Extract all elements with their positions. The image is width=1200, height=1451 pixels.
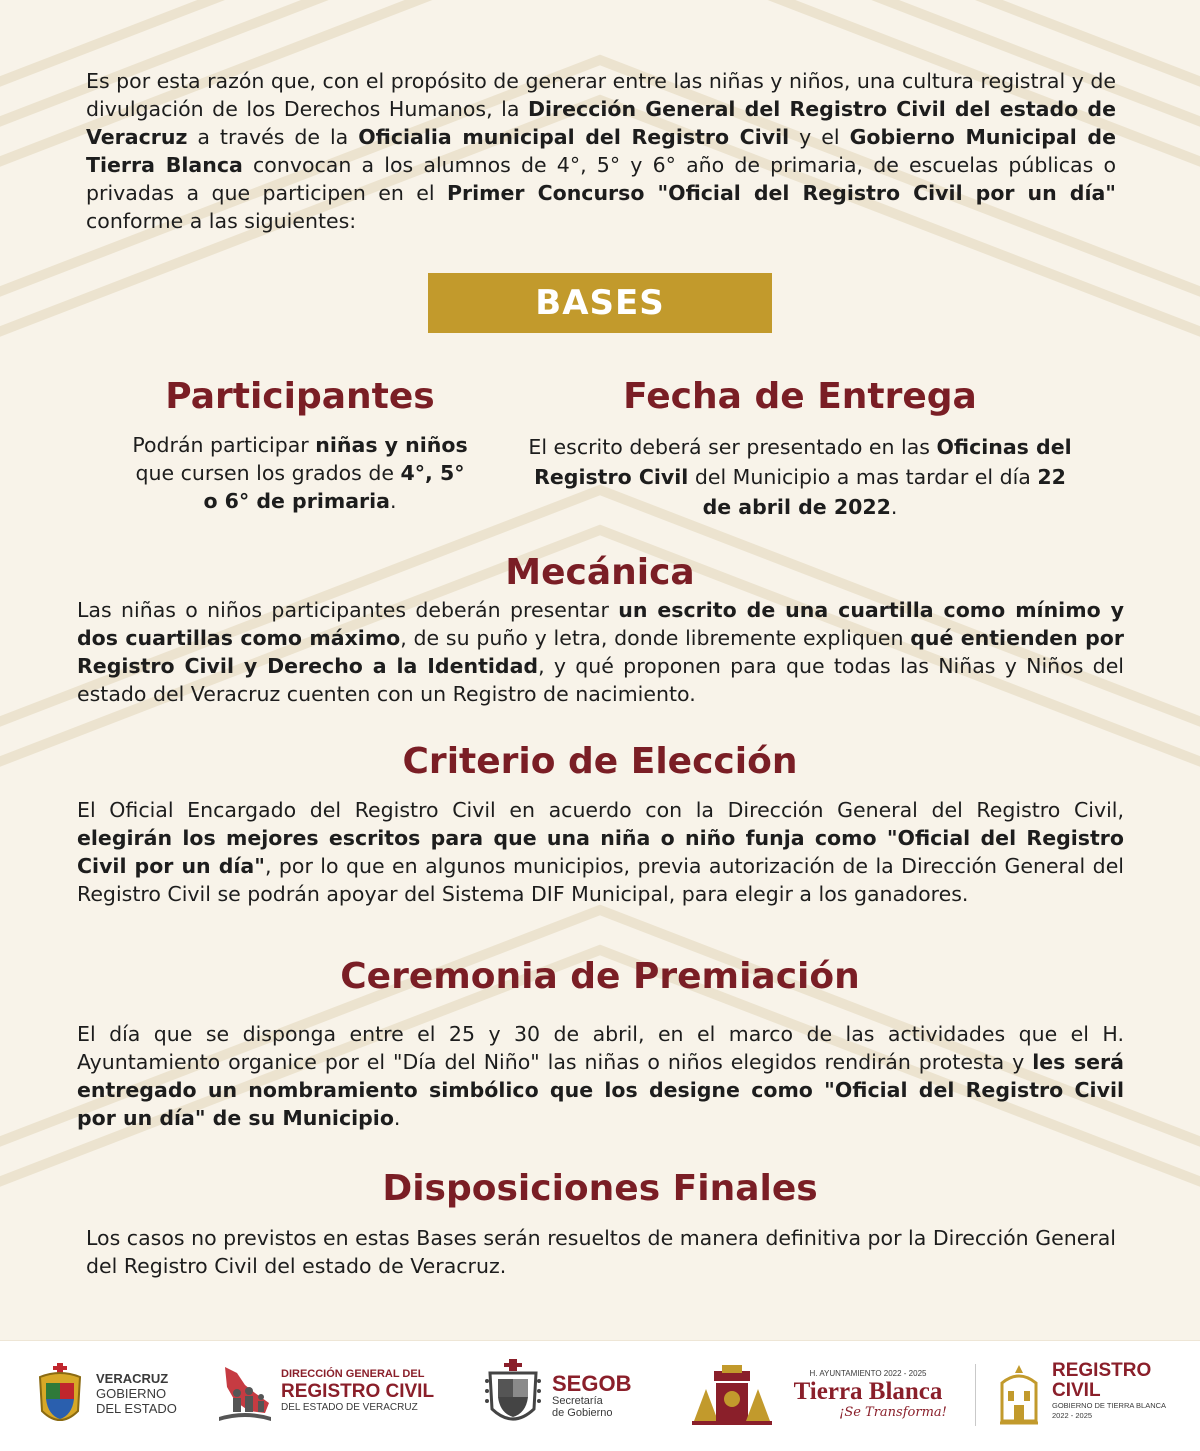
tierra-blanca-line-3: ¡Se Transforma! xyxy=(839,1405,947,1420)
segob-line-1: SEGOB xyxy=(552,1371,632,1396)
mecanica-text-1: Las niñas o niños participantes deberán presentar xyxy=(77,598,619,622)
ceremonia-bold-1: les será entregado un nombramiento simbólico que los designe como "Oficial del Registro Civil por un día" de su Municipio xyxy=(77,1050,1124,1130)
mecanica-text-2: , de su puño y letra, donde libremente expliquen xyxy=(400,626,911,650)
dgrc-text xyxy=(281,1368,434,1414)
tierra-blanca-text xyxy=(778,1369,958,1421)
segob-line-2: Secretaría xyxy=(552,1395,603,1407)
intro-text-1: Es por esta razón que, con el propósito de generar entre las niñas y niños, una cultura registral y de divulgación de los Derechos Humanos, la xyxy=(86,69,1116,121)
intro-bold-3: Gobierno Municipal de Tierra Blanca xyxy=(86,125,1116,177)
intro-paragraph xyxy=(86,67,1116,235)
veracruz-line-2: GOBIERNO xyxy=(96,1386,167,1401)
dgrc-line-3: DEL ESTADO DE VERACRUZ xyxy=(281,1402,418,1413)
fecha-text-1: El escrito deberá ser presentado en las xyxy=(528,435,937,459)
criterio-text-1: El Oficial Encargado del Registro Civil en acuerdo con la Dirección General del Registro Civil, xyxy=(77,798,1124,822)
fecha-text-3: . xyxy=(890,495,898,519)
registro-civil-line-4: 2022 - 2025 xyxy=(1052,1411,1093,1420)
footer-divider xyxy=(975,1364,976,1426)
mecanica-bold-2: qué entienden por Registro Civil y Derecho a la Identidad xyxy=(77,626,1124,678)
segob-line-3: de Gobierno xyxy=(552,1407,613,1419)
fecha-text xyxy=(525,432,1075,522)
disposiciones-text: Los casos no previstos en estas Bases serán resueltos de manera definitiva por la Dirección General del Registro Civil del estado de Veracruz. xyxy=(86,1226,1116,1278)
segob-text xyxy=(552,1373,631,1419)
mecanica-title: Mecánica xyxy=(505,552,695,593)
participantes-bold-1: niñas y niños xyxy=(315,433,468,457)
segob-shield-icon xyxy=(484,1359,542,1431)
registro-civil-text xyxy=(1052,1361,1166,1421)
criterio-text-2: , por lo que en algunos municipios, previa autorización de la Dirección General del Registro Civil se podrán apoyar del Sistema DIF Municipal, para elegir a los ganadores. xyxy=(77,854,1124,906)
intro-bold-4: Primer Concurso "Oficial del Registro Civil por un día" xyxy=(447,181,1116,205)
mecanica-bold-1: un escrito de una cuartilla como mínimo y dos cuartillas como máximo xyxy=(77,598,1124,650)
fecha-title: Fecha de Entrega xyxy=(623,376,977,417)
ceremonia-text xyxy=(77,1020,1124,1132)
mecanica-text-3: , y qué proponen para que todas las Niñas y Niños del estado del Veracruz cuenten con un Registro de nacimiento. xyxy=(77,654,1124,706)
tierra-blanca-emblem-icon xyxy=(692,1365,772,1427)
dgrc-line-2: REGISTRO CIVIL xyxy=(281,1381,435,1402)
participantes-text-3: . xyxy=(390,489,397,513)
veracruz-line-1: VERACRUZ xyxy=(96,1371,169,1386)
intro-text-5: conforme a las siguientes: xyxy=(86,209,357,233)
footer-logos xyxy=(0,1340,1200,1451)
family-map-icon xyxy=(215,1363,275,1427)
ceremonia-title: Ceremonia de Premiación xyxy=(340,956,860,997)
criterio-text xyxy=(77,796,1124,908)
tierra-blanca-line-1: H. AYUNTAMIENTO 2022 - 2025 xyxy=(809,1369,927,1378)
participantes-text xyxy=(125,431,475,515)
veracruz-line-3: DEL ESTADO xyxy=(96,1401,177,1416)
participantes-text-2: que cursen los grados de xyxy=(135,461,401,485)
intro-text-3: y el xyxy=(789,125,850,149)
ceremonia-text-1: El día que se disponga entre el 25 y 30 de abril, en el marco de las actividades que el H. Ayuntamiento organice por el "Día del Niño" las niñas o niños elegidos rendirán protesta y xyxy=(77,1022,1124,1074)
intro-text-4: convocan a los alumnos de 4°, 5° y 6° año de primaria, de escuelas públicas o privadas a que participen en el xyxy=(86,153,1116,205)
tierra-blanca-line-2: Tierra Blanca xyxy=(793,1378,943,1405)
registro-civil-line-3: GOBIERNO DE TIERRA BLANCA xyxy=(1052,1401,1167,1410)
ceremonia-text-2: . xyxy=(393,1106,401,1130)
fecha-bold-2: 22 de abril de 2022 xyxy=(702,465,1066,519)
participantes-title: Participantes xyxy=(165,376,435,417)
fecha-text-2: del Municipio a mas tardar el día xyxy=(688,465,1038,489)
participantes-bold-2: 4°, 5° o 6° de primaria xyxy=(203,461,465,513)
veracruz-shield-icon xyxy=(34,1363,86,1429)
veracruz-text xyxy=(96,1371,177,1416)
dgrc-line-1: DIRECCIÓN GENERAL DEL xyxy=(281,1368,425,1380)
participantes-text-1: Podrán participar xyxy=(132,433,316,457)
logo-registro-civil xyxy=(998,1341,1188,1451)
intro-bold-1: Dirección General del Registro Civil del estado de Veracruz xyxy=(86,97,1116,149)
logo-dgrc xyxy=(215,1341,455,1451)
registro-civil-line-1: REGISTRO xyxy=(1052,1360,1152,1381)
intro-text-2: a través de la xyxy=(187,125,359,149)
disposiciones-title: Disposiciones Finales xyxy=(382,1168,818,1209)
criterio-title: Criterio de Elección xyxy=(402,741,798,782)
criterio-bold-1: elegirán los mejores escritos para que una niña o niño funja como "Oficial del Registro Civil por un día" xyxy=(77,826,1124,878)
intro-bold-2: Oficialia municipal del Registro Civil xyxy=(358,125,790,149)
logo-tierra-blanca xyxy=(692,1341,962,1451)
logo-segob xyxy=(484,1341,654,1451)
registro-civil-building-icon xyxy=(998,1363,1040,1427)
bases-banner: BASES xyxy=(428,273,772,333)
fecha-bold-1: Oficinas del Registro Civil xyxy=(534,435,1072,489)
logo-veracruz xyxy=(34,1341,194,1451)
registro-civil-line-2: CIVIL xyxy=(1052,1380,1101,1401)
mecanica-text xyxy=(77,596,1124,708)
